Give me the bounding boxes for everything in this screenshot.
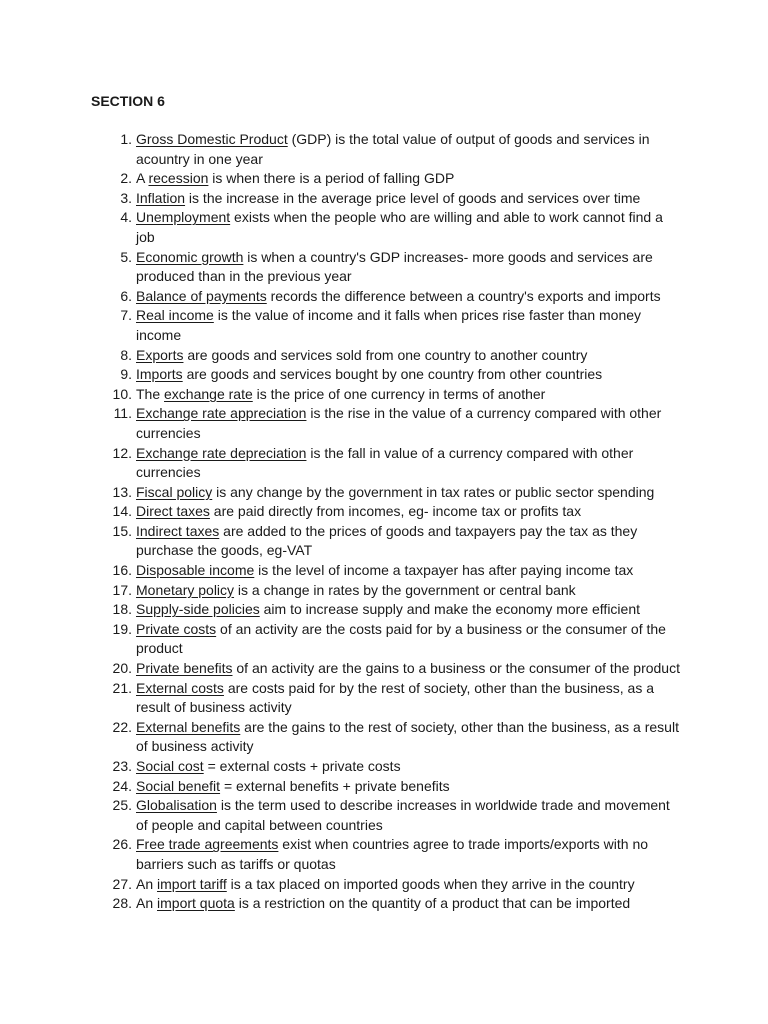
defined-term: External costs	[136, 679, 224, 696]
item-text	[136, 796, 682, 835]
list-item	[0, 718, 768, 757]
item-number: 28.	[112, 895, 132, 912]
defined-term: Free trade agreements	[136, 836, 279, 853]
item-number: 17.	[112, 581, 132, 598]
item-definition: is a restriction on the quantity of a product that can be imported	[234, 895, 631, 912]
item-definition: is the increase in the average price level of goods and services over time	[185, 189, 641, 206]
list-item	[0, 287, 768, 307]
item-text	[136, 502, 682, 522]
item-number: 15.	[112, 522, 132, 539]
list-item	[0, 248, 768, 287]
defined-term: Direct taxes	[136, 503, 210, 520]
item-definition: is a change in rates by the government or central bank	[234, 581, 576, 598]
item-number: 27.	[112, 875, 132, 892]
defined-term: Unemployment	[136, 209, 231, 226]
item-number: 4.	[120, 209, 132, 226]
list-item	[0, 346, 768, 366]
item-text	[136, 581, 682, 601]
item-prefix: The	[136, 385, 165, 402]
defined-term: Exchange rate appreciation	[136, 405, 307, 422]
item-text	[136, 659, 682, 679]
item-number: 13.	[112, 483, 132, 500]
item-definition: is the term used to describe increases in worldwide trade and movement of people and capital between countries	[136, 797, 670, 833]
item-definition: aim to increase supply and make the economy more efficient	[259, 601, 641, 618]
item-text	[136, 287, 682, 307]
list-item	[0, 620, 768, 659]
list-item	[0, 659, 768, 679]
list-item	[0, 581, 768, 601]
defined-term: Monetary policy	[136, 581, 235, 598]
item-definition: is the fall in value of a currency compared with other currencies	[136, 444, 634, 481]
item-text	[136, 620, 682, 659]
list-item	[0, 679, 768, 718]
list-item	[0, 306, 768, 345]
item-definition: is the rise in the value of a currency compared with other currencies	[136, 405, 662, 441]
item-text	[136, 757, 682, 777]
item-number: 10.	[112, 385, 132, 402]
defined-term: Social benefit	[136, 777, 221, 794]
list-item	[0, 522, 768, 561]
item-definition: are paid directly from incomes, eg- income tax or profits tax	[209, 503, 582, 520]
item-number: 24.	[112, 777, 132, 794]
defined-term: recession	[148, 170, 209, 187]
defined-term: Disposable income	[136, 562, 255, 579]
list-item	[0, 483, 768, 503]
item-number: 22.	[112, 718, 132, 735]
item-definition: exists when the people who are willing and able to work cannot find a job	[136, 209, 663, 245]
item-number: 12.	[112, 444, 132, 461]
item-definition: is when there is a period of falling GDP	[208, 170, 455, 187]
item-text	[136, 835, 682, 874]
defined-term: Balance of payments	[136, 287, 267, 304]
item-number: 23.	[112, 758, 132, 774]
defined-term: Gross Domestic Product	[136, 131, 288, 147]
item-text	[136, 522, 682, 561]
defined-term: External benefits	[136, 718, 241, 735]
item-number: 6.	[120, 287, 132, 304]
section-heading: SECTION 6	[91, 93, 165, 109]
item-definition: are added to the prices of goods and taxpayers pay the tax as they purchase the goods, eg-VAT	[136, 522, 638, 559]
item-text	[136, 130, 682, 169]
item-number: 21.	[112, 679, 132, 696]
item-definition: is the price of one currency in terms of another	[252, 385, 546, 402]
list-item	[0, 894, 768, 914]
defined-term: Private costs	[136, 620, 217, 637]
list-item	[0, 835, 768, 874]
item-definition: is a tax placed on imported goods when they arrive in the country	[226, 875, 635, 892]
list-item	[0, 796, 768, 835]
item-number: 25.	[112, 797, 132, 814]
item-definition: are costs paid for by the rest of society, other than the business, as a result of business activity	[136, 679, 655, 716]
item-prefix: An	[136, 875, 158, 892]
defined-term: Exchange rate depreciation	[136, 444, 307, 461]
item-number: 3.	[120, 189, 132, 206]
item-number: 1.	[120, 131, 132, 147]
item-text	[136, 600, 682, 620]
item-text	[136, 875, 682, 895]
list-item	[0, 561, 768, 581]
item-text	[136, 346, 682, 366]
defined-term: Exports	[136, 346, 184, 363]
item-text	[136, 248, 682, 287]
item-definition: is any change by the government in tax rates or public sector spending	[212, 483, 655, 500]
item-definition: are goods and services sold from one country to another country	[183, 346, 588, 363]
item-definition: are goods and services bought by one country from other countries	[182, 366, 603, 383]
defined-term: Globalisation	[136, 797, 217, 814]
item-number: 14.	[112, 503, 132, 520]
item-text	[136, 483, 682, 503]
item-number: 18.	[112, 601, 132, 618]
list-item	[0, 189, 768, 209]
list-item	[0, 502, 768, 522]
list-item	[0, 385, 768, 405]
list-item	[0, 757, 768, 777]
defined-term: Private benefits	[136, 660, 233, 677]
list-item	[0, 600, 768, 620]
defined-term: Indirect taxes	[136, 522, 220, 539]
defined-term: import quota	[157, 895, 235, 912]
defined-term: Imports	[136, 366, 183, 383]
item-text	[136, 561, 682, 581]
item-number: 20.	[112, 660, 132, 677]
item-text	[136, 385, 682, 405]
item-text	[136, 894, 682, 914]
item-number: 7.	[120, 307, 132, 324]
item-number: 11.	[113, 405, 132, 422]
item-prefix: An	[136, 895, 158, 912]
item-text	[136, 777, 682, 797]
definitions-list	[0, 130, 768, 914]
item-number: 9.	[120, 366, 132, 383]
item-number: 26.	[112, 836, 132, 853]
item-definition: = external benefits + private benefits	[220, 777, 450, 794]
defined-term: Social cost	[136, 758, 204, 774]
item-definition: are the gains to the rest of society, other than the business, as a result of business activity	[136, 718, 679, 755]
item-text	[136, 404, 682, 443]
item-definition: is when a country's GDP increases- more goods and services are produced than in the previous year	[136, 248, 653, 285]
item-text	[136, 444, 682, 483]
list-item	[0, 404, 768, 443]
defined-term: Economic growth	[136, 248, 244, 265]
list-item	[0, 777, 768, 797]
list-item	[0, 365, 768, 385]
defined-term: import tariff	[157, 875, 227, 892]
item-definition: records the difference between a country's exports and imports	[266, 287, 661, 304]
item-definition: of an activity are the gains to a business or the consumer of the product	[232, 660, 680, 677]
list-item	[0, 444, 768, 483]
defined-term: Real income	[136, 307, 214, 324]
item-number: 16.	[112, 562, 132, 579]
defined-term: Inflation	[136, 189, 186, 206]
item-number: 19.	[112, 620, 132, 637]
item-number: 8.	[120, 346, 132, 363]
item-prefix: A	[136, 170, 149, 187]
item-definition: is the level of income a taxpayer has after paying income tax	[254, 562, 634, 579]
list-item	[0, 208, 768, 247]
item-number: 2.	[120, 170, 132, 187]
item-definition: is the value of income and it falls when prices rise faster than money income	[136, 307, 642, 343]
defined-term: Supply-side policies	[136, 601, 260, 618]
list-item	[0, 130, 768, 169]
item-definition: of an activity are the costs paid for by a business or the consumer of the product	[136, 620, 666, 657]
item-definition: (GDP) is the total value of output of goods and services in acountry in one year	[136, 131, 650, 167]
item-text	[136, 169, 682, 189]
item-text	[136, 208, 682, 247]
item-definition: exist when countries agree to trade imports/exports with no barriers such as tariffs or quotas	[136, 836, 649, 872]
item-text	[136, 365, 682, 385]
item-text	[136, 189, 682, 209]
item-definition: = external costs + private costs	[203, 758, 401, 774]
defined-term: Fiscal policy	[136, 483, 213, 500]
item-number: 5.	[120, 248, 132, 265]
defined-term: exchange rate	[164, 385, 253, 402]
item-text	[136, 718, 682, 757]
list-item	[0, 875, 768, 895]
item-text	[136, 679, 682, 718]
list-item	[0, 169, 768, 189]
item-text	[136, 306, 682, 345]
